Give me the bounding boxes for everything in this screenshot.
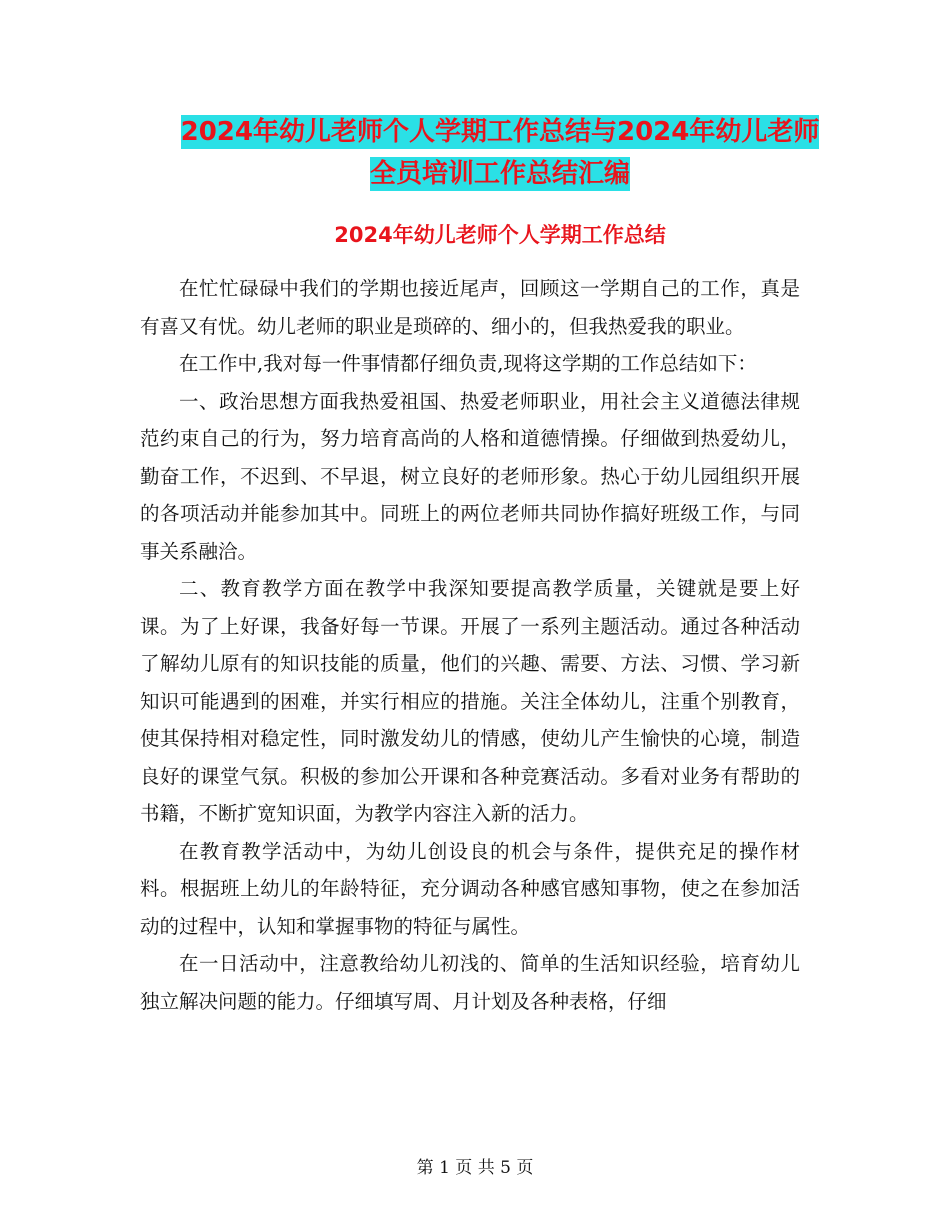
title-text-2: 全员培训工作总结汇编 <box>369 159 630 189</box>
paragraph: 一、政治思想方面我热爱祖国、热爱老师职业，用社会主义道德法律规范约束自己的行为，努力培育高尚的人格和道德情操。仔细做到热爱幼儿，勤奋工作，不迟到、不早退，树立良好的老师形象。热心于幼儿园组织开展的各项活动并能参加其中。同班上的两位老师共同协作搞好班级工作，与同事关系融洽。 <box>140 389 800 563</box>
document-title-line-2 <box>140 152 860 196</box>
title-text-1: 2024年幼儿老师个人学期工作总结与2024年幼儿老师 <box>180 117 820 147</box>
paragraph: 在工作中,我对每一件事情都仔细负责,现将这学期的工作总结如下： <box>179 352 757 375</box>
paragraph: 在教育教学活动中，为幼儿创设良的机会与条件，提供充足的操作材料。根据班上幼儿的年龄特征，充分调动各种感官感知事物，使之在参加活动的过程中，认知和掌握事物的特征与属性。 <box>140 839 800 938</box>
paragraph: 在忙忙碌碌中我们的学期也接近尾声，回顾这一学期自己的工作，真是有喜又有忧。幼儿老师的职业是琐碎的、细小的，但我热爱我的职业。 <box>140 277 800 338</box>
paragraph: 在一日活动中，注意教给幼儿初浅的、简单的生活知识经验，培育幼儿独立解决问题的能力。仔细填写周、月计划及各种表格，仔细 <box>140 952 800 1013</box>
paragraph: 二、教育教学方面在教学中我深知要提高教学质量，关键就是要上好课。为了上好课，我备好每一节课。开展了一系列主题活动。通过各种活动了解幼儿原有的知识技能的质量，他们的兴趣、需要、方法、习惯、学习新知识可能遇到的困难，并实行相应的措施。关注全体幼儿，注重个别教育，使其保持相对稳定性，同时激发幼儿的情感，使幼儿产生愉快的心境，制造良好的课堂气氛。积极的参加公开课和各种竞赛活动。多看对业务有帮助的书籍，不断扩宽知识面，为教学内容注入新的活力。 <box>140 577 800 825</box>
section-heading: 2024年幼儿老师个人学期工作总结 <box>334 223 666 247</box>
body-text <box>140 270 800 1020</box>
document-title-line-1 <box>140 110 860 154</box>
page-footer: 第 1 页 共 5 页 <box>416 1158 534 1178</box>
